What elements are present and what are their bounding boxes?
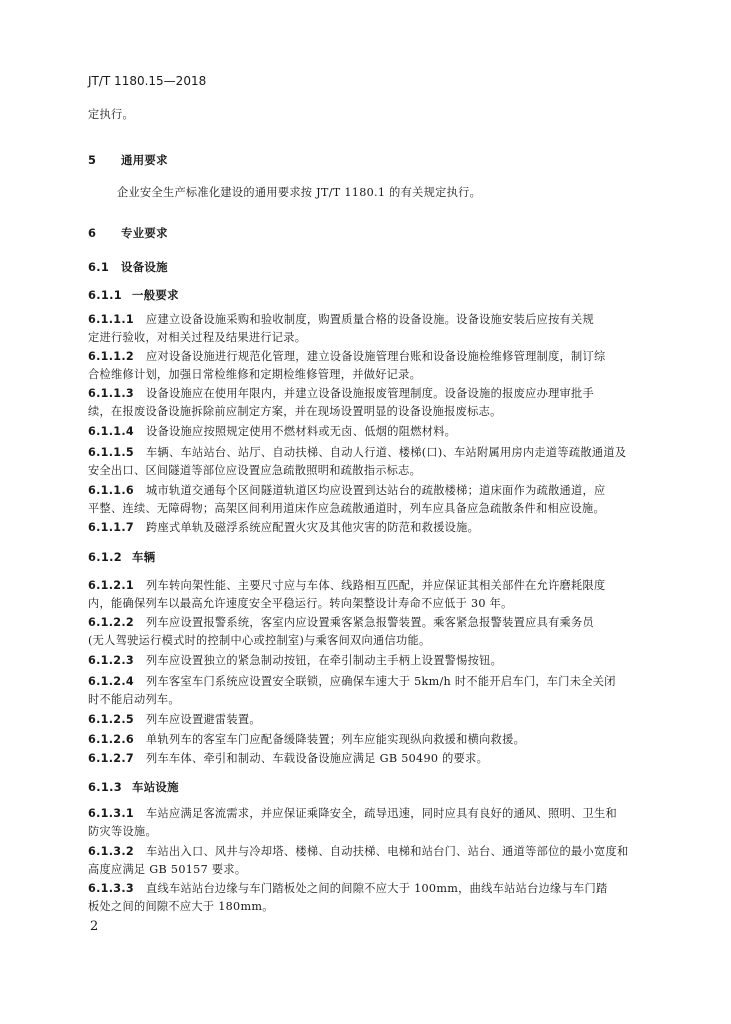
section-number: 6.1.2 [88, 550, 122, 564]
clause-text: 列车应设置独立的紧急制动按钮，在牵引制动主手柄上设置警惕按钮。 [146, 654, 503, 667]
clause-6-1-1-1 [88, 312, 594, 328]
clause-6-1-3-1 [88, 806, 617, 822]
clause-number: 6.1.1.6 [88, 484, 134, 497]
clause-6-1-1-3-continued: 续，在报废设备设施拆除前应制定方案，并在现场设置明显的设备设施报废标志。 [88, 405, 502, 418]
clause-6-1-3-3 [88, 881, 607, 897]
clause-6-1-1-5 [88, 445, 626, 461]
clause-6-1-3-3-continued: 板处之间的间隙不应大于 180mm。 [88, 900, 274, 913]
clause-number: 6.1.1.5 [88, 446, 134, 459]
clause-text: 应对设备设施进行规范化管理，建立设备设施管理台账和设备设施检维修管理制度，制订综 [146, 350, 606, 363]
clause-number: 6.1.1.2 [88, 350, 134, 363]
clause-number: 6.1.1.4 [88, 425, 134, 438]
section-title: 通用要求 [121, 153, 168, 167]
section-title: 专业要求 [121, 226, 168, 240]
section-title: 车辆 [132, 550, 156, 564]
clause-number: 6.1.2.5 [88, 713, 134, 726]
section-number: 6 [88, 226, 97, 240]
clause-text: 单轨列车的客室车门应配备缓降装置；列车应能实现纵向救援和横向救援。 [146, 733, 526, 746]
section-6-1-heading [88, 259, 168, 275]
clause-6-1-3-2-continued: 高度应满足 GB 50157 要求。 [88, 863, 247, 876]
clause-6-1-1-6 [88, 483, 606, 499]
section-title: 一般要求 [132, 288, 179, 302]
section-6-1-3-heading [88, 779, 179, 795]
clause-number: 6.1.2.1 [88, 579, 134, 592]
clause-text: 车站出入口、风井与冷却塔、楼梯、自动扶梯、电梯和站台门、站台、通道等部位的最小宽度和 [146, 845, 629, 858]
section-5-paragraph: 企业安全生产标准化建设的通用要求按 JT/T 1180.1 的有关规定执行。 [117, 186, 482, 199]
clause-text: 列车客室车门系统应设置安全联锁，应确保车速大于 5km/h 时不能开启车门，车门未全关闭 [146, 675, 616, 688]
clause-6-1-1-2-continued: 合检维修计划，加强日常检维修和定期检维修管理，并做好记录。 [88, 368, 422, 381]
section-title: 设备设施 [121, 260, 168, 274]
clause-6-1-1-1-continued: 定进行验收，对相关过程及结果进行记录。 [88, 331, 307, 344]
section-6-1-2-heading [88, 549, 155, 565]
section-number: 5 [88, 153, 97, 167]
clause-text: 设备设施应在使用年限内，并建立设备设施报废管理制度。设备设施的报废应办理审批手 [146, 387, 595, 400]
clause-text: 列车转向架性能、主要尺寸应与车体、线路相互匹配，并应保证其相关部件在允许磨耗限度 [146, 579, 606, 592]
clause-number: 6.1.3.3 [88, 882, 134, 895]
clause-6-1-2-7 [88, 751, 488, 767]
clause-number: 6.1.2.6 [88, 733, 134, 746]
clause-6-1-3-2 [88, 844, 628, 860]
clause-number: 6.1.2.7 [88, 752, 134, 765]
clause-text: 跨座式单轨及磁浮系统应配置火灾及其他灾害的防范和救援设施。 [146, 521, 480, 534]
section-number: 6.1.3 [88, 780, 122, 794]
section-number: 6.1.1 [88, 288, 122, 302]
clause-number: 6.1.3.1 [88, 807, 134, 820]
clause-text: 列车车体、牵引和制动、车载设备设施应满足 GB 50490 的要求。 [146, 752, 489, 765]
clause-6-1-2-3 [88, 653, 502, 669]
standard-code-header: JT/T 1180.15—2018 [88, 74, 207, 88]
clause-text: 城市轨道交通每个区间隧道轨道区均应设置到达站台的疏散楼梯；道床面作为疏散通道，应 [146, 484, 606, 497]
section-6-1-1-heading [88, 287, 179, 303]
continuation-text: 定执行。 [88, 108, 134, 121]
clause-number: 6.1.2.2 [88, 616, 134, 629]
page-number: 2 [90, 919, 99, 934]
clause-6-1-1-2 [88, 349, 606, 365]
clause-number: 6.1.1.1 [88, 313, 134, 326]
clause-number: 6.1.1.7 [88, 521, 134, 534]
clause-6-1-3-1-continued: 防灾等设施。 [88, 825, 157, 838]
clause-6-1-1-7 [88, 520, 479, 536]
clause-6-1-2-5 [88, 712, 261, 728]
clause-6-1-2-2 [88, 615, 594, 631]
section-6-heading [88, 225, 168, 241]
clause-text: 直线车站站台边缘与车门踏板处之间的间隙不应大于 100mm，曲线车站站台边缘与车门踏 [146, 882, 608, 895]
section-5-heading [88, 152, 168, 168]
clause-6-1-2-1-continued: 内，能确保列车以最高允许速度安全平稳运行。转向架整设计寿命不应低于 30 年。 [88, 597, 513, 610]
clause-number: 6.1.3.2 [88, 845, 134, 858]
clause-6-1-1-3 [88, 386, 594, 402]
section-number: 6.1 [88, 260, 110, 274]
clause-6-1-2-1 [88, 578, 606, 594]
section-title: 车站设施 [132, 780, 179, 794]
clause-text: 设备设施应按照规定使用不燃材料或无卤、低烟的阻燃材料。 [146, 425, 457, 438]
clause-text: 列车应设置报警系统，客室内应设置乘客紧急报警装置。乘客紧急报警装置应具有乘务员 [146, 616, 595, 629]
clause-6-1-2-2-continued: (无人驾驶运行模式时的控制中心或控制室)与乘客间双向通信功能。 [88, 634, 431, 647]
clause-6-1-1-5-continued: 安全出口、区间隧道等部位应设置应急疏散照明和疏散指示标志。 [88, 464, 422, 477]
clause-text: 车站应满足客流需求，并应保证乘降安全，疏导迅速，同时应具有良好的通风、照明、卫生和 [146, 807, 617, 820]
clause-text: 车辆、车站站台、站厅、自动扶梯、自动人行道、楼梯(口)、车站附属用房内走道等疏散通道及 [146, 446, 627, 459]
clause-6-1-2-4-continued: 时不能启动列车。 [88, 693, 180, 706]
clause-number: 6.1.2.4 [88, 675, 134, 688]
clause-6-1-1-6-continued: 平整、连续、无障碍物；高架区间利用道床作应急疏散通道时，列车应具备应急疏散条件和相应设施。 [88, 502, 605, 515]
clause-6-1-2-6 [88, 732, 525, 748]
clause-text: 列车应设置避雷装置。 [146, 713, 261, 726]
clause-text: 应建立设备设施采购和验收制度，购置质量合格的设备设施。设备设施安装后应按有关规 [146, 313, 595, 326]
clause-number: 6.1.1.3 [88, 387, 134, 400]
clause-6-1-2-4 [88, 674, 616, 690]
clause-number: 6.1.2.3 [88, 654, 134, 667]
clause-6-1-1-4 [88, 424, 456, 440]
